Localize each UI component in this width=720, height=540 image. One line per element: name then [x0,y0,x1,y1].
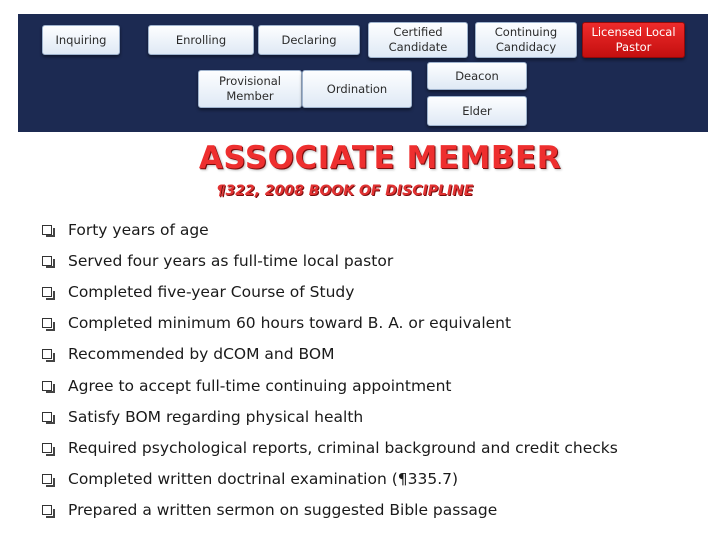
list-item [42,370,618,401]
checkbox-icon [42,318,52,328]
stage-provisional-member: Provisional Member [198,70,302,108]
requirement-text: Served four years as full-time local pastor [68,251,394,270]
checkbox-icon [42,287,52,297]
stage-inquiring: Inquiring [42,25,120,55]
stage-continuing-candidacy: Continuing Candidacy [475,22,577,58]
stage-ordination: Ordination [302,70,412,108]
requirement-text: Satisfy BOM regarding physical health [68,407,364,426]
checkbox-icon [42,381,52,391]
stage-declaring: Declaring [258,25,360,55]
checkbox-icon [42,412,52,422]
list-item [42,276,618,307]
stage-deacon: Deacon [427,62,527,90]
page-subtitle: ¶322, 2008 BOOK OF DISCIPLINE [216,183,474,199]
requirement-text: Completed minimum 60 hours toward B. A. or equivalent [68,314,512,333]
stage-licensed-local-pastor: Licensed Local Pastor [582,22,685,58]
requirement-text: Prepared a written sermon on suggested Bible passage [68,501,498,520]
checkbox-icon [42,474,52,484]
checkbox-icon [42,443,52,453]
stage-enrolling: Enrolling [148,25,254,55]
list-item [42,401,618,432]
requirement-text: Recommended by dCOM and BOM [68,345,335,364]
checkbox-icon [42,349,52,359]
stage-elder: Elder [427,96,527,126]
list-item [42,339,618,370]
checkbox-icon [42,225,52,235]
list-item [42,464,618,495]
requirement-text: Completed written doctrinal examination (¶335.7) [68,470,459,489]
list-item [42,214,618,245]
list-item [42,495,618,526]
list-item [42,245,618,276]
page-title: ASSOCIATE MEMBER [198,140,562,176]
list-item [42,308,618,339]
list-item [42,432,618,463]
requirements-list [42,214,618,526]
stage-certified-candidate: Certified Candidate [368,22,468,58]
checkbox-icon [42,505,52,515]
checkbox-icon [42,256,52,266]
requirement-text: Required psychological reports, criminal background and credit checks [68,438,618,457]
requirement-text: Forty years of age [68,220,209,239]
requirement-text: Completed five-year Course of Study [68,282,355,301]
requirement-text: Agree to accept full-time continuing appointment [68,376,452,395]
